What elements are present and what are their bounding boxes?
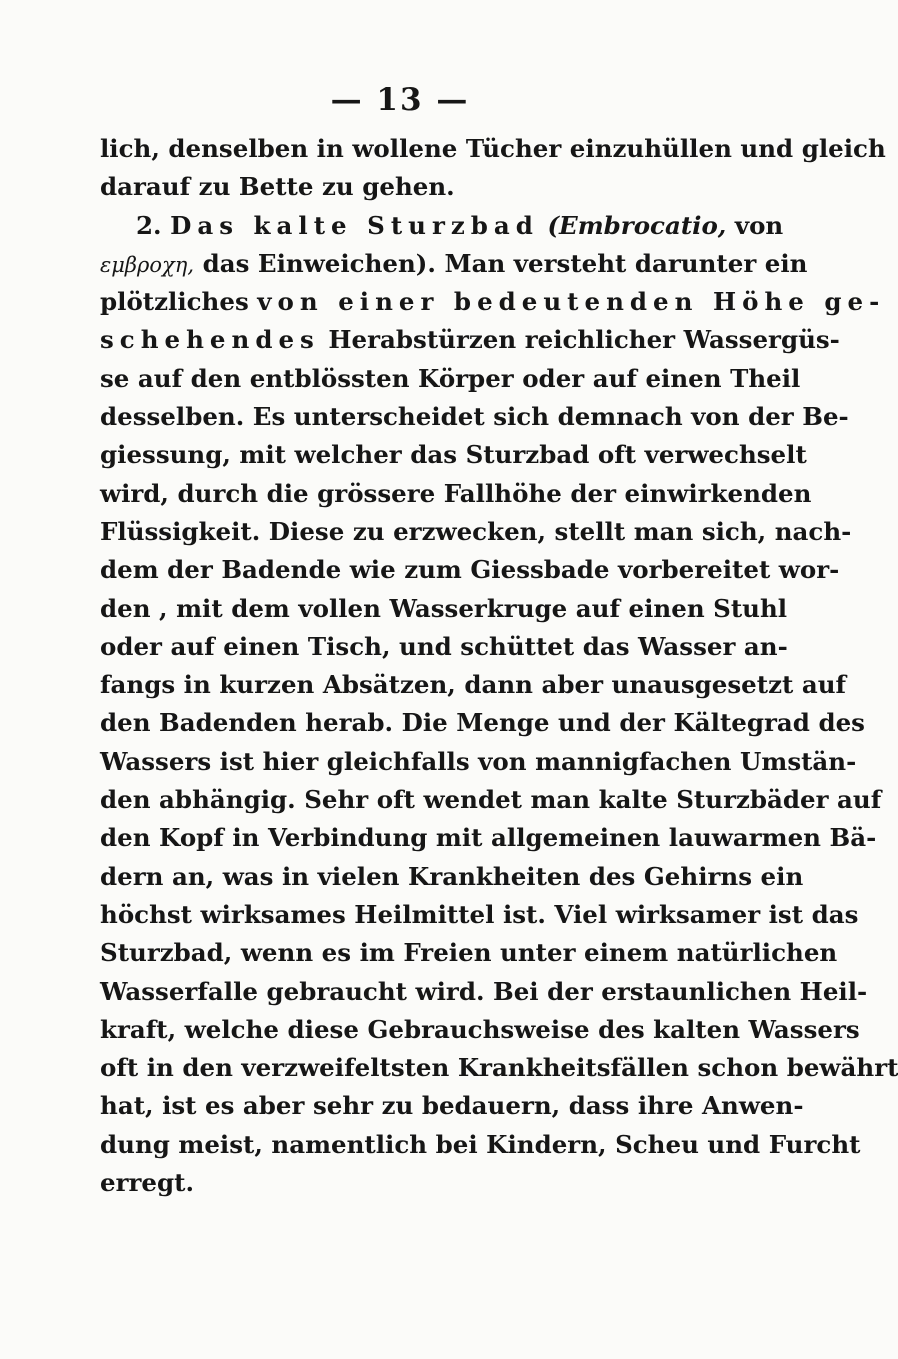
text-line [100, 245, 808, 283]
section-heading-line [100, 207, 784, 245]
text-line: höchst wirksames Heilmittel ist. Viel wirksamer ist das [100, 899, 859, 929]
text-line: dern an, was in vielen Krankheiten des Gehirns ein [100, 861, 804, 891]
text-line: desselben. Es unterscheidet sich demnach von der Be- [100, 402, 849, 432]
text-line: Flüssigkeit. Diese zu erzwecken, stellt man sich, nach- [100, 516, 852, 546]
text-line: Sturzbad, wenn es im Freien unter einem natürlichen [100, 938, 838, 968]
text-line: wird, durch die grössere Fallhöhe der einwirkenden [100, 478, 812, 508]
text-line: oft in den verzweifeltsten Krankheitsfällen schon bewährt [100, 1053, 898, 1083]
latin-term: (Embrocatio, [547, 210, 727, 240]
text-line: dem der Badende wie zum Giessbade vorbereitet wor- [100, 555, 840, 585]
text-fragment: das Einweichen). Man versteht darunter ein [202, 248, 808, 278]
text-line: den abhängig. Sehr oft wendet man kalte Sturzbäder auf [100, 785, 882, 815]
section-number: 2. [136, 210, 162, 240]
text-line: oder auf einen Tisch, und schüttet das Wasser an- [100, 631, 788, 661]
text-line: dung meist, namentlich bei Kindern, Scheu und Furcht [100, 1129, 861, 1159]
text-line [100, 321, 840, 359]
text-line: kraft, welche diese Gebrauchsweise des kalten Wassers [100, 1014, 860, 1044]
text-line: Wasserfalle gebraucht wird. Bei der erstaunlichen Heil- [100, 976, 868, 1006]
text-line: erregt. [100, 1168, 194, 1198]
page-number: — 13 — [330, 82, 470, 118]
text-line: fangs in kurzen Absätzen, dann aber unausgesetzt auf [100, 670, 847, 700]
text-line: Wassers ist hier gleichfalls von mannigfachen Umstän- [100, 746, 857, 776]
text-line: lich, denselben in wollene Tücher einzuhüllen und gleich [100, 134, 886, 163]
text-line: giessung, mit welcher das Sturzbad oft verwechselt [100, 440, 807, 470]
text-line: se auf den entblössten Körper oder auf einen Theil [100, 363, 801, 393]
text-line: darauf zu Bette zu gehen. [100, 172, 455, 202]
text-line [100, 283, 886, 321]
body-text [100, 130, 898, 1202]
text-line: den Badenden herab. Die Menge und der Kältegrad des [100, 708, 865, 738]
text-line: den Kopf in Verbindung mit allgemeinen lauwarmen Bä- [100, 823, 877, 853]
text-line: den , mit dem vollen Wasserkruge auf einen Stuhl [100, 593, 788, 623]
emphasized-text: schehendes [100, 325, 320, 355]
text-fragment: plötzliches [100, 287, 249, 317]
text-line: hat, ist es aber sehr zu bedauern, dass ihre Anwen- [100, 1091, 804, 1121]
greek-term: εμβροχη, [100, 252, 195, 277]
emphasized-text: von einer bedeutenden Höhe ge- [257, 287, 886, 317]
text-fragment: von [734, 210, 784, 240]
section-term: Das kalte Sturzbad [170, 210, 539, 240]
text-fragment: Herabstürzen reichlicher Wassergüs- [328, 325, 840, 355]
